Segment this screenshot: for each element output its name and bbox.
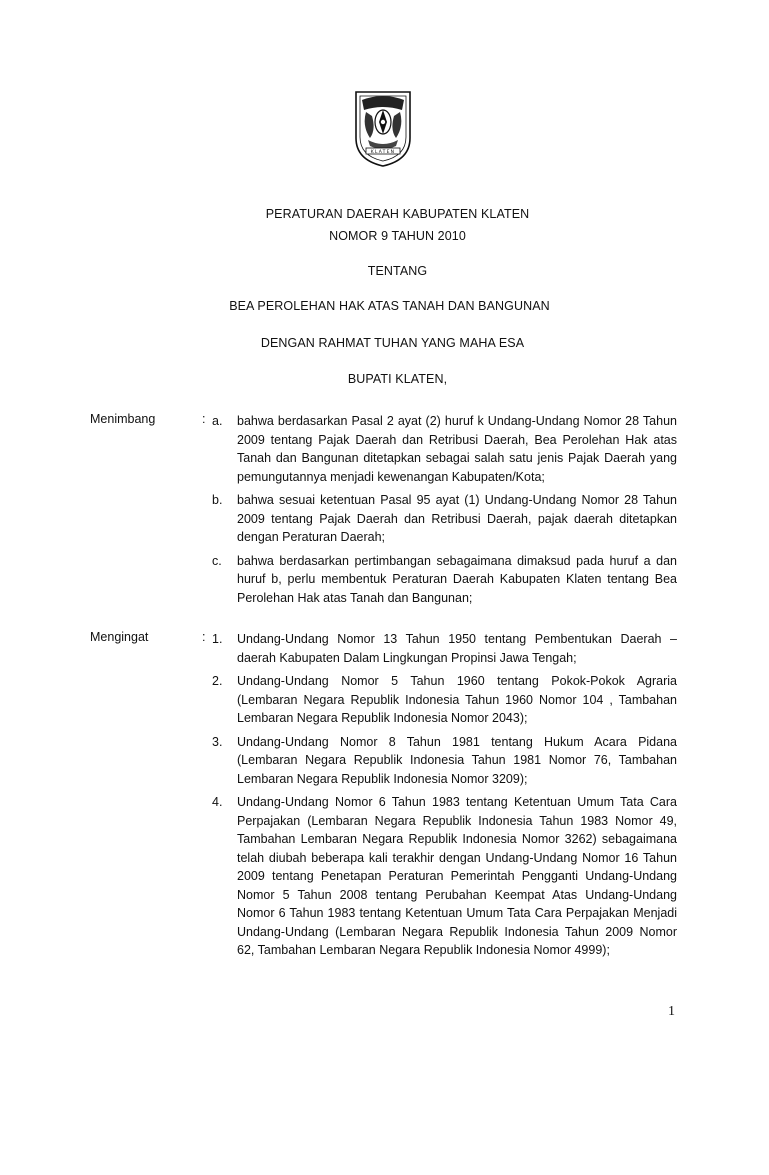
list-marker: 1. <box>212 632 223 646</box>
list-item-text: bahwa sesuai ketentuan Pasal 95 ayat (1) Undang-Undang Nomor 28 Tahun 2009 tentang Pajak Daerah dan Retribusi Daerah, pajak daerah ditetapkan dengan Peraturan Daerah; <box>237 493 677 544</box>
list-item <box>212 552 677 608</box>
regulation-number: NOMOR 9 TAHUN 2010 <box>329 229 466 243</box>
list-item-text: Undang-Undang Nomor 8 Tahun 1981 tentang Hukum Acara Pidana (Lembaran Negara Republik Indonesia Tahun 1981 Nomor 76, Tambahan Lembaran Negara Republik Indonesia Nomor 3209); <box>237 734 677 786</box>
list-marker: b. <box>212 493 223 507</box>
list-item-text: Undang-Undang Nomor 6 Tahun 1983 tentang Ketentuan Umum Tata Cara Perpajakan (Lembaran Negara Republik Indonesia Tahun 1983 Nomor 49, Tambahan Lembaran Negara Republik Indonesia Nomor 3262) sebagaimana telah diubah beberapa kali terakhir dengan Undang-Undang Nomor 16 Tahun 2009 tentang Penetapan Peraturan Pemerintah Pengganti Undang-Undang Nomor 5 Tahun 2008 tentang Perubahan Keempat Atas Undang-Undang Nomor 6 Tahun 1983 tentang Ketentuan Umum Tata Cara Perpajakan Menjadi Undang-Undang (Lembaran Negara Republik Indonesia Tahun 2009 Nomor 62, Tambahan Lembaran Negara Republik Indonesia Nomor 4999); <box>237 795 677 957</box>
menimbang-label: Menimbang <box>90 412 156 426</box>
regulation-issuer: BUPATI KLATEN, <box>347 372 448 386</box>
list-marker: 4. <box>212 795 223 809</box>
list-marker: 3. <box>212 734 223 749</box>
list-item-text: bahwa berdasarkan Pasal 2 ayat (2) huruf k Undang-Undang Nomor 28 Tahun 2009 tentang Pajak Daerah dan Retribusi Daerah, Bea Perolehan Hak atas Tanah dan Bangunan ditetapkan sebagai salah satu jenis Pajak Daerah yang pemungutannya menjadi kewenangan Kabupaten/Kota; <box>237 414 677 484</box>
list-marker: c. <box>212 553 222 568</box>
menimbang-list <box>212 412 677 612</box>
list-item <box>212 630 677 667</box>
mengingat-label: Mengingat <box>90 630 149 644</box>
regulation-title: PERATURAN DAERAH KABUPATEN KLATEN <box>265 207 530 221</box>
regulation-preamble: DENGAN RAHMAT TUHAN YANG MAHA ESA <box>260 336 525 350</box>
list-marker: a. <box>212 414 223 428</box>
list-item <box>212 733 677 789</box>
svg-text:KLATEN: KLATEN <box>370 150 396 155</box>
regulation-about: TENTANG <box>367 264 428 278</box>
list-item-text: Undang-Undang Nomor 5 Tahun 1960 tentang Pokok-Pokok Agraria (Lembaran Negara Republik Indonesia Tahun 1960 Nomor 104 , Tambahan Lembaran Negara Republik Indonesia Nomor 2043); <box>237 674 677 725</box>
klaten-coat-of-arms-icon <box>354 90 412 168</box>
menimbang-colon: : <box>202 412 206 426</box>
list-item <box>212 672 677 728</box>
mengingat-colon: : <box>202 630 206 644</box>
list-item <box>212 793 677 960</box>
list-item <box>212 412 677 486</box>
list-item-text: bahwa berdasarkan pertimbangan sebagaimana dimaksud pada huruf a dan huruf b, perlu membentuk Peraturan Daerah Kabupaten Klaten tentang Bea Perolehan Hak atas Tanah dan Bangunan; <box>237 553 677 605</box>
list-item-text: Undang-Undang Nomor 13 Tahun 1950 tentang Pembentukan Daerah – daerah Kabupaten Dalam Lingkungan Propinsi Jawa Tengah; <box>237 632 677 665</box>
mengingat-list <box>212 630 677 965</box>
list-item <box>212 491 677 547</box>
page-number: 1 <box>668 1004 675 1019</box>
regulation-subject: BEA PEROLEHAN HAK ATAS TANAH DAN BANGUNAN <box>229 299 550 313</box>
list-marker: 2. <box>212 674 223 688</box>
